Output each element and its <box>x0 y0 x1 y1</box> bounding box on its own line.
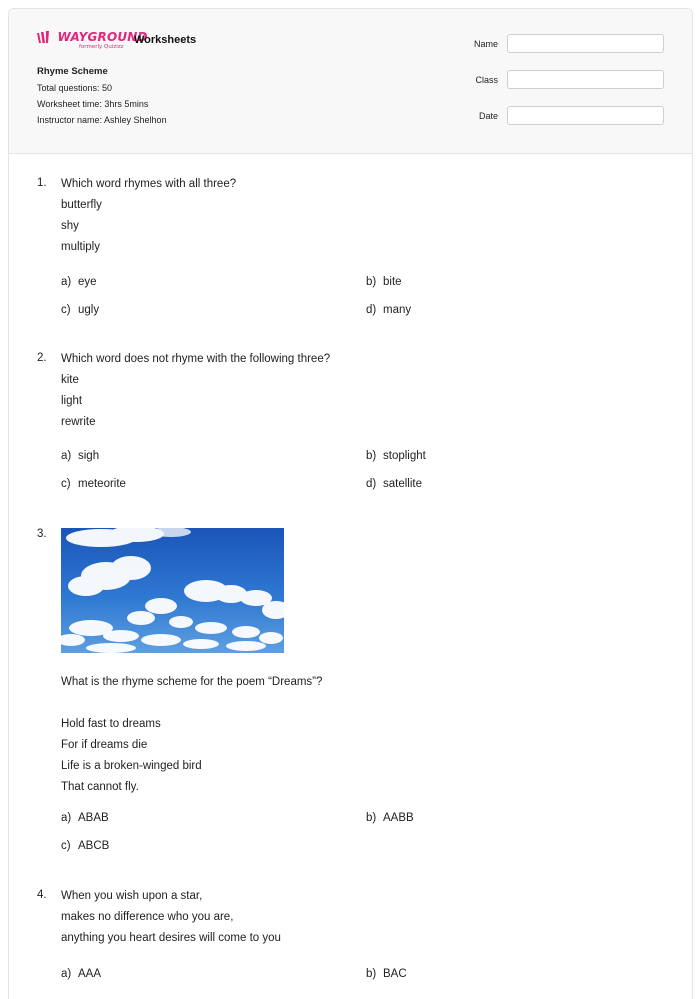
option-text: sigh <box>78 450 100 462</box>
option-letter: b) <box>366 276 377 288</box>
question-line: Life is a broken-winged bird <box>61 760 202 772</box>
class-field[interactable] <box>507 70 664 89</box>
option-b[interactable] <box>366 450 426 462</box>
worksheet-time: Worksheet time: 3hrs 5mins <box>37 99 149 109</box>
option-c[interactable] <box>61 304 99 316</box>
question-number: 3. <box>37 528 47 540</box>
worksheet-title: Rhyme Scheme <box>37 66 108 77</box>
option-c[interactable] <box>61 478 126 490</box>
question-line: Which word does not rhyme with the following three? <box>61 353 331 365</box>
option-letter: a) <box>61 968 72 980</box>
question-line: That cannot fly. <box>61 781 139 793</box>
date-label: Date <box>478 111 498 121</box>
worksheet-meta <box>37 66 167 131</box>
question-line: kite <box>61 374 79 386</box>
option-a[interactable] <box>61 450 99 462</box>
question-line: butterfly <box>61 199 102 211</box>
option-letter: c) <box>61 304 71 316</box>
option-d[interactable] <box>366 304 411 316</box>
question-line: Hold fast to dreams <box>61 718 161 730</box>
option-text: AAA <box>78 968 102 980</box>
question-line: What is the rhyme scheme for the poem “Dreams”? <box>61 676 323 688</box>
question-number: 4. <box>37 889 47 901</box>
option-letter: b) <box>366 812 377 824</box>
option-d[interactable] <box>366 478 422 490</box>
question-line: rewrite <box>61 416 96 428</box>
question-line: multiply <box>61 241 100 253</box>
option-text: meteorite <box>78 478 126 490</box>
question-text <box>61 528 672 801</box>
question-line <box>61 696 672 717</box>
option-letter: a) <box>61 276 72 288</box>
option-text: AABB <box>383 812 414 824</box>
question-line: light <box>61 395 83 407</box>
option-text: BAC <box>383 968 407 980</box>
option-letter: c) <box>61 840 71 852</box>
option-letter: b) <box>366 968 377 980</box>
option-text: bite <box>383 276 402 288</box>
option-b[interactable] <box>366 276 402 288</box>
question-text <box>61 352 672 436</box>
name-label: Name <box>473 39 498 49</box>
date-field[interactable] <box>507 106 664 125</box>
option-text: ABAB <box>78 812 109 824</box>
class-label: Class <box>475 75 498 85</box>
brand-logo <box>37 31 148 49</box>
question-text <box>61 177 672 261</box>
option-text: ABCB <box>78 840 110 852</box>
wayground-logo-icon <box>37 31 51 43</box>
question-line: shy <box>61 220 79 232</box>
option-a[interactable] <box>61 812 109 824</box>
brand-subtitle: formerly Quizizz <box>79 44 124 50</box>
instructor-name: Instructor name: Ashley Shelhon <box>37 115 167 125</box>
question-text <box>61 889 672 952</box>
option-text: satellite <box>383 478 422 490</box>
question-number: 2. <box>37 352 47 364</box>
option-text: stoplight <box>383 450 426 462</box>
question-number: 1. <box>37 177 47 189</box>
option-letter: a) <box>61 812 72 824</box>
question-line: Which word rhymes with all three? <box>61 178 237 190</box>
option-a[interactable] <box>61 276 97 288</box>
name-field[interactable] <box>507 34 664 53</box>
question-line: When you wish upon a star, <box>61 890 203 902</box>
worksheet <box>8 8 693 999</box>
option-a[interactable] <box>61 968 101 980</box>
total-questions: Total questions: 50 <box>37 83 113 93</box>
option-b[interactable] <box>366 968 407 980</box>
option-letter: d) <box>366 478 377 490</box>
question-line: anything you heart desires will come to you <box>61 932 281 944</box>
clouds-sky-photo <box>61 528 284 653</box>
brand-name: WAYGROUND <box>57 30 148 44</box>
question-line: For if dreams die <box>61 739 148 751</box>
option-b[interactable] <box>366 812 414 824</box>
question-line: makes no difference who you are, <box>61 911 234 923</box>
option-text: eye <box>78 276 97 288</box>
option-letter: a) <box>61 450 72 462</box>
option-text: many <box>383 304 412 316</box>
option-letter: b) <box>366 450 377 462</box>
product-title: Worksheets <box>134 34 197 46</box>
worksheet-header <box>9 9 692 154</box>
option-c[interactable] <box>61 840 109 852</box>
option-text: ugly <box>78 304 100 316</box>
option-letter: d) <box>366 304 377 316</box>
option-letter: c) <box>61 478 71 490</box>
